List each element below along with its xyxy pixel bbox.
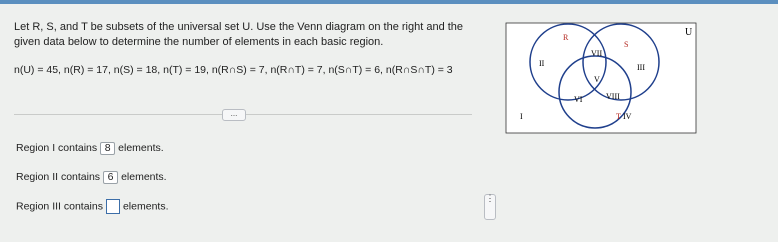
region-i-label: I (520, 112, 523, 121)
answer-region-1-value[interactable]: 8 (100, 142, 115, 155)
venn-diagram (505, 22, 697, 134)
panel-resize-handle[interactable]: ⋮ (484, 194, 496, 220)
set-r-label: R (563, 33, 569, 42)
universe-rect (506, 23, 696, 133)
set-t-label: T (616, 112, 621, 121)
answer-region-1-label: Region I contains (16, 142, 98, 154)
region-iii-label: III (637, 63, 645, 72)
answer-region-3 (16, 199, 169, 214)
answer-region-3-suffix: elements. (122, 200, 169, 213)
region-iv-label: IV (623, 112, 632, 121)
problem-instructions: Let R, S, and T be subsets of the universal set U. Use the Venn diagram on the right and the given data below to determine the number of elements in each basic region. (14, 21, 464, 48)
answer-region-1-suffix: elements. (118, 142, 164, 154)
set-s-label: S (624, 40, 629, 49)
given-data: n(U) = 45, n(R) = 17, n(S) = 18, n(T) = 19, n(R∩S) = 7, n(R∩T) = 7, n(S∩T) = 6, n(R∩S∩T) = 3 (14, 64, 453, 76)
region-v-label: V (594, 75, 600, 84)
region-vii-label: VII (591, 49, 603, 58)
region-viii-label: VIII (606, 92, 620, 101)
answer-region-2 (16, 171, 167, 184)
region-vi-label: VI (574, 95, 583, 104)
answer-region-3-label: Region III contains (16, 200, 103, 213)
answer-region-2-label: Region II contains (16, 171, 101, 183)
universe-label: U (685, 27, 693, 38)
answer-region-1 (16, 142, 164, 155)
answer-region-3-input[interactable] (106, 199, 120, 214)
answer-region-2-suffix: elements. (121, 171, 167, 183)
expand-more-button[interactable]: ... (222, 109, 246, 121)
top-accent-bar (0, 0, 778, 4)
region-ii-label: II (539, 59, 545, 68)
answer-region-2-value[interactable]: 6 (103, 171, 118, 184)
